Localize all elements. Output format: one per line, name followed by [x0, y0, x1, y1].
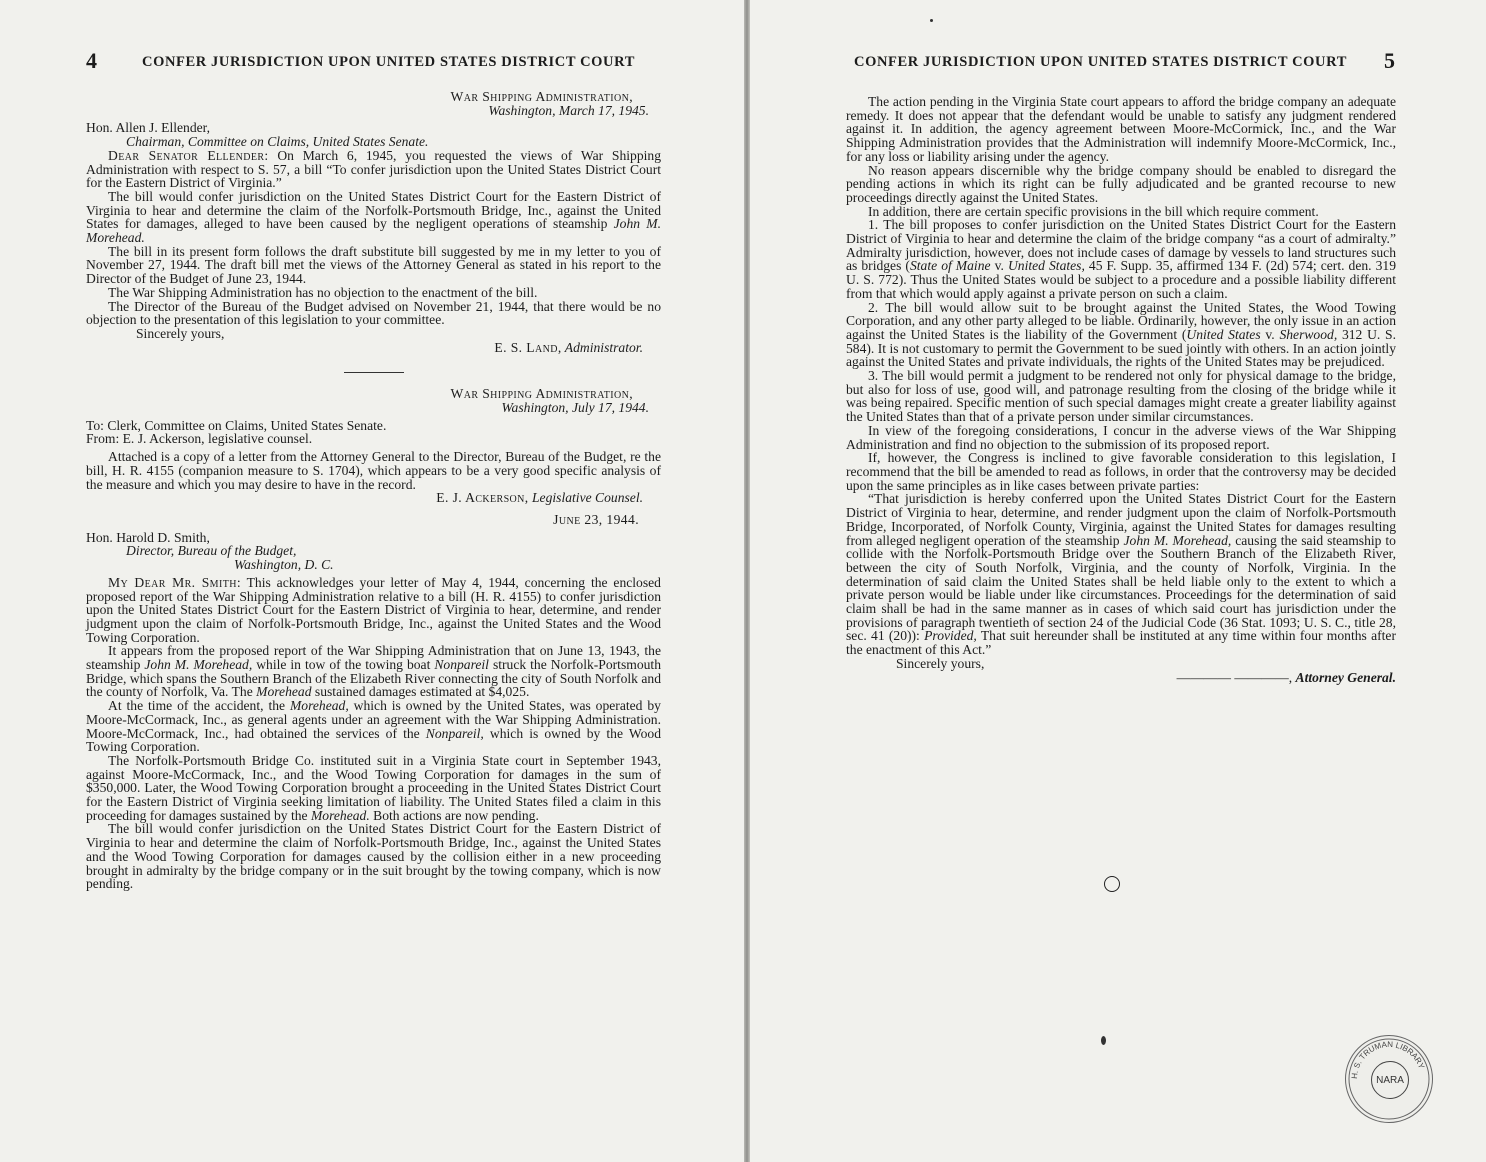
letter1-addressee-title: Chairman, Committee on Claims, United States Senate. [126, 134, 429, 150]
punch-hole [1104, 876, 1120, 892]
letter1-closing: Sincerely yours, [136, 325, 225, 341]
right-p3: In addition, there are certain specific provisions in the bill which require comment. [868, 203, 1319, 219]
right-page [750, 0, 1486, 1162]
right-p7: In view of the foregoing considerations, I concur in the adverse views of the War Shipping Administration and find no objection to the submission of its proposed report. [846, 422, 1396, 452]
page-number-left: 4 [86, 48, 97, 73]
page-number-right: 5 [1384, 48, 1395, 73]
letter3-p1: My Dear Mr. Smith: This acknowledges your letter of May 4, 1944, concerning the enclosed proposed report of the War Shipping Administration relative to a bill (H. R. 4155) to confer jurisdiction upon the United States District Court for the Eastern District of Virginia to hear, determine, and render judgment upon the claim of Norfolk-Portsmouth Bridge, Inc., against the United States and the Wood Towing Corporation. [86, 574, 661, 645]
right-closing: Sincerely yours, [896, 655, 985, 671]
letter1-p5: The Director of the Bureau of the Budget advised on November 21, 1944, that there would be no objection to the presentation of this legislation to your committee. [86, 298, 661, 328]
letter3-salutation: My Dear Mr. Smith: [108, 574, 241, 590]
letter2-from: From: E. J. Ackerson, legislative counsel. [86, 431, 313, 447]
letter1-p4: The War Shipping Administration has no objection to the enactment of the bill. [108, 284, 538, 300]
letter1-salutation: Dear Senator Ellender: [108, 147, 269, 163]
letter1-signature: E. S. Land, Administrator. [494, 339, 643, 355]
letter3-addressee-title: Director, Bureau of the Budget, [126, 543, 297, 559]
letter1-org: War Shipping Administration, [450, 89, 633, 104]
letter2-to: To: Clerk, Committee on Claims, United States Senate. [86, 417, 387, 433]
letter3-addressee-name: Hon. Harold D. Smith, [86, 529, 210, 545]
archive-stamp [1345, 1035, 1433, 1123]
letter2-signature: E. J. Ackerson, Legislative Counsel. [436, 490, 643, 506]
right-p6: 3. The bill would permit a judgment to be rendered not only for physical damage to the bridge, but also for loss of use, good will, and patronage resulting from the closing of the bridge while it was being repaired. Specific mention of such special damages might create a greater liability against the United States than that of a private person under similar circumstances. [846, 368, 1396, 425]
right-p2: No reason appears discernible why the bridge company should be enabled to disregard the pending actions in which its right can be fully adjudicated and be granted recourse to new proceedings directly against the United States. [846, 162, 1396, 205]
running-head-right: CONFER JURISDICTION UPON UNITED STATES DISTRICT COURT [854, 54, 1347, 70]
letter2-org: War Shipping Administration, [450, 386, 633, 402]
letter3-date: June 23, 1944. [553, 511, 639, 527]
ship-name: John M. Morehead. [86, 216, 661, 246]
letter2-place-date: Washington, July 17, 1944. [501, 400, 649, 416]
letter1-place-date: Washington, March 17, 1945. [488, 102, 649, 118]
right-signature: ———— ————, Attorney General. [1176, 669, 1396, 685]
letter1-p3: The bill in its present form follows the draft substitute bill suggested by me in my letter to you of November 27, 1944. The draft bill met the views of the Attorney General as stated in his report to the Director of the Budget of June 23, 1944. [86, 243, 661, 287]
stamp-center: NARA [1371, 1061, 1409, 1099]
letter3-p2: It appears from the proposed report of the War Shipping Administration that on June 13, 1943, the steamship John M. Morehead, while in tow of the towing boat Nonpareil struck the Norfolk-Portsmouth Bridge, which spans the Southern Branch of the Elizabeth River connecting the city of South Norfolk and the county of Norfolk, Va. The Morehead sustained damages estimated at $4,025. [86, 643, 661, 700]
right-p4: 1. The bill proposes to confer jurisdiction on the United States District Court for the Eastern District of Virginia to hear and determine the claim of the bridge company “as a court of admiralty.” Admiralty jurisdiction, however, does not include cases of damage by vessels to land structures such as bridges (State of Maine v. United States, 45 F. Supp. 35, affirmed 134 F. (2d) 574; cert. den. 319 U. S. 772). Thus the United States would be subject to a procedure and a possible liability different from that which would apply against a private person on such a claim. [846, 217, 1397, 301]
letter3-p4: The Norfolk-Portsmouth Bridge Co. instituted suit in a Virginia State court in September 1943, against Moore-McCormack, Inc., and the Wood Towing Corporation for damages in the sum of $350,000. Later, the Wood Towing Corporation brought a proceeding in the United States District Court for the Eastern District of Virginia seeking limitation of liability. The United States filed a claim in this proceeding for damages sustained by the Morehead. Both actions are now pending. [86, 752, 661, 823]
right-quote: “That jurisdiction is hereby conferred upon the United States District Court for the Eastern District of Virginia to hear, determine, and render judgment upon the claim of Norfolk-Portsmouth Bridge, Incorporated, of Norfolk County, Virginia, against the United States for damages resulting from alleged negligent operation of the steamship John M. Morehead, causing the said steamship to collide with the Norfolk-Portsmouth Bridge over the Southern Branch of the Elizabeth River, between the city of South Norfolk, Virginia, and the county of Norfolk, Virginia. In the determination of said claim the United States shall be held liable only to the extent to which a private person would be liable under like circumstances. Proceedings for the determination of said claim shall be had in the same manner as in cases of which said court has jurisdiction under the provisions of paragraph twentieth of section 24 of the Judicial Code (36 Stat. 1093; U. S. C., title 28, sec. 41 (20)): Provided, That suit hereunder shall be instituted at any time within four months after the enactment of this Act.” [846, 491, 1396, 658]
stamp-ring-text: H. S. TRUMAN LIBRARY [1349, 1039, 1427, 1080]
right-p8: If, however, the Congress is inclined to give favorable consideration to this legislation, I recommend that the bill be amended to read as follows, in order that the controversy may be decided upon the same principles as in like cases between private parties: [846, 450, 1396, 493]
letter3-addressee-city: Washington, D. C. [234, 557, 334, 573]
right-p1: The action pending in the Virginia State court appears to afford the bridge company an adequate remedy. It does not appear that the defendant would be unable to satisfy any judgment rendered against it. In addition, the agency agreement between Moore-McCormick, Inc., and the War Shipping Administration provides that the Administration will indemnify Moore-McCormick, Inc., for any loss or liability arising under the agency. [846, 94, 1396, 164]
running-head-left: CONFER JURISDICTION UPON UNITED STATES DISTRICT COURT [142, 54, 635, 70]
letter1-p1: Dear Senator Ellender: On March 6, 1945, you requested the views of War Shipping Administration with respect to S. 57, a bill “To confer jurisdiction upon the United States District Court for the Eastern District of Virginia.” [86, 147, 661, 191]
ink-speck [1101, 1036, 1106, 1045]
letter2-p1: Attached is a copy of a letter from the Attorney General to the Director, Bureau of the Budget, re the bill, H. R. 4155 (companion measure to S. 1704), which appears to be a very good specific analysis of the measure and which you may desire to have in the record. [86, 449, 661, 492]
letter1-p2: The bill would confer jurisdiction on the United States District Court for the Eastern District of Virginia to hear and determine the claim of the Norfolk-Portsmouth Bridge, Inc., against the United States for damages, alleged to have been caused by the negligent operations of steamship John M. Morehead. [86, 188, 661, 246]
right-p5: 2. The bill would allow suit to be brought against the United States, the Wood Towing Corporation, and any other party alleged to be liable. Ordinarily, however, the only issue in an action against the United States is the liability of the Government (United States v. Sherwood, 312 U. S. 584). It is not customary to permit the Government to be sued jointly with others. In an action jointly against the United States and private individuals, the rights of the United States may be prejudiced. [846, 299, 1397, 370]
letter3-p5: The bill would confer jurisdiction on the United States District Court for the Eastern District of Virginia to hear and determine the claim of Norfolk-Portsmouth Bridge, Inc., against the United States and the Wood Towing Corporation for damages caused by the collision either in a new proceeding brought in admiralty by the bridge company or in the suit brought by the towing company, which is now pending. [86, 821, 661, 892]
right-column [846, 95, 1396, 684]
ink-speck [930, 19, 933, 22]
letter1-addressee-name: Hon. Allen J. Ellender, [86, 120, 211, 136]
divider-rule [344, 372, 404, 373]
letter3-p3: At the time of the accident, the Morehead, which is owned by the United States, was operated by Moore-McCormack, Inc., as general agents under an agreement with the War Shipping Administration. Moore-McCormack, Inc., had obtained the services of the Nonpareil, which is owned by the Wood Towing Corporation. [86, 698, 661, 755]
left-column [86, 90, 661, 891]
